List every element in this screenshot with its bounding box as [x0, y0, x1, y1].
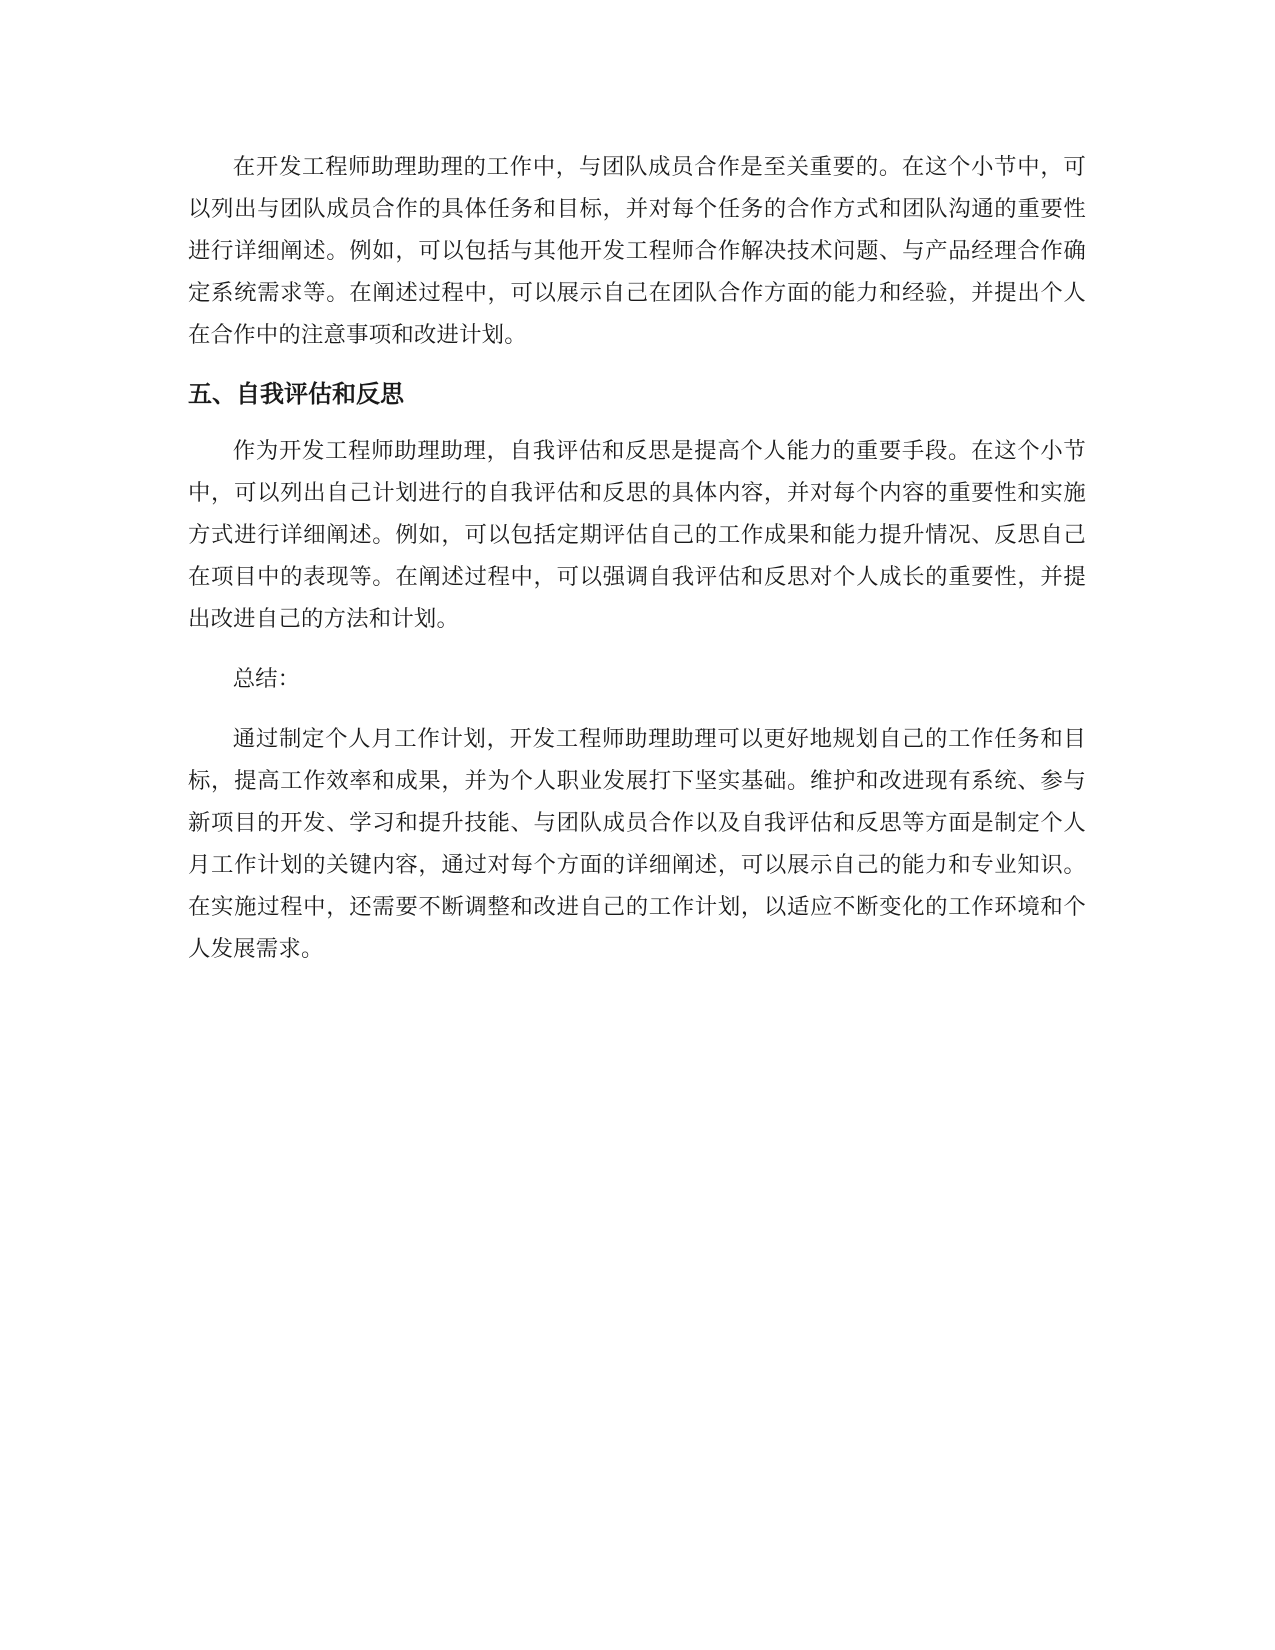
paragraph-team-collaboration: 在开发工程师助理助理的工作中，与团队成员合作是至关重要的。在这个小节中，可以列出与团队成员合作的具体任务和目标，并对每个任务的合作方式和团队沟通的重要性进行详细阐述。例如，可以包括与其他开发工程师合作解决技术问题、与产品经理合作确定系统需求等。在阐述过程中，可以展示自己在团队合作方面的能力和经验，并提出个人在合作中的注意事项和改进计划。 [188, 154, 1086, 348]
document-body [188, 146, 1086, 988]
summary-label: 总结： [232, 666, 300, 692]
paragraph-summary: 通过制定个人月工作计划，开发工程师助理助理可以更好地规划自己的工作任务和目标，提高工作效率和成果，并为个人职业发展打下坚实基础。维护和改进现有系统、参与新项目的开发、学习和提升技能、与团队成员合作以及自我评估和反思等方面是制定个人月工作计划的关键内容，通过对每个方面的详细阐述，可以展示自己的能力和专业知识。在实施过程中，还需要不断调整和改进自己的工作计划，以适应不断变化的工作环境和个人发展需求。 [188, 726, 1086, 962]
section-heading-self-assessment: 五、自我评估和反思 [188, 380, 404, 408]
paragraph-self-assessment: 作为开发工程师助理助理，自我评估和反思是提高个人能力的重要手段。在这个小节中，可以列出自己计划进行的自我评估和反思的具体内容，并对每个内容的重要性和实施方式进行详细阐述。例如，可以包括定期评估自己的工作成果和能力提升情况、反思自己在项目中的表现等。在阐述过程中，可以强调自我评估和反思对个人成长的重要性，并提出改进自己的方法和计划。 [188, 438, 1086, 632]
